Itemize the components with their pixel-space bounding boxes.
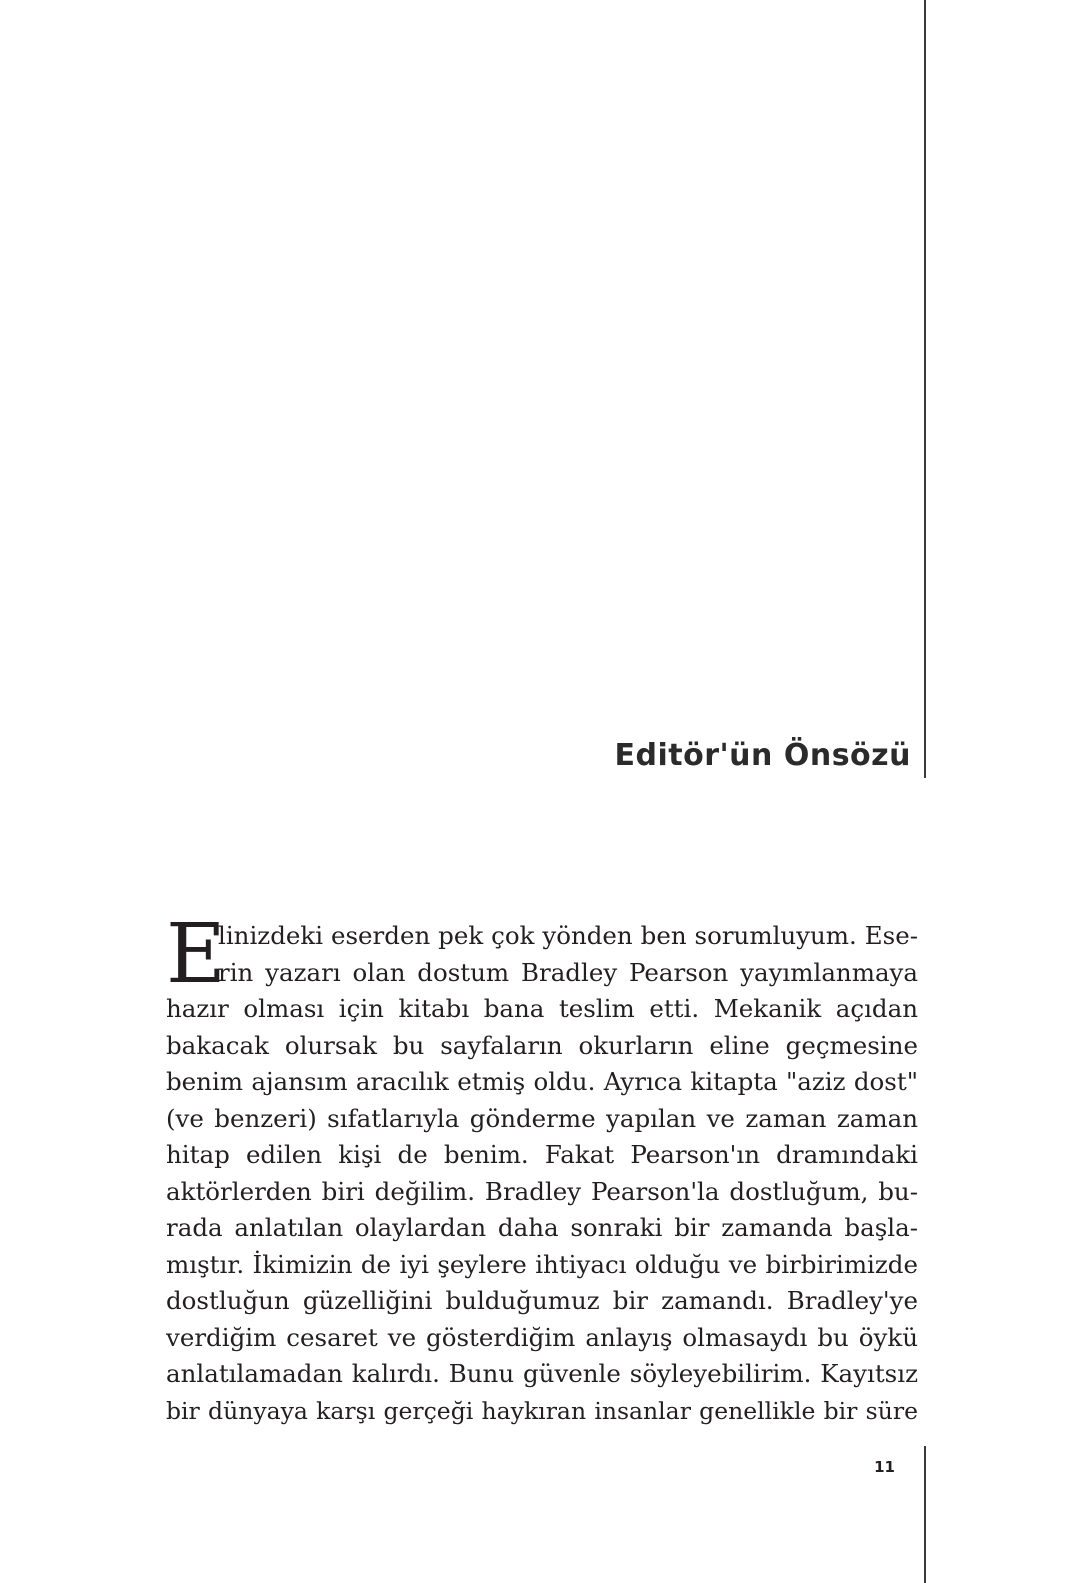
text-line: hazır olması için kitabı bana teslim etti. Mekanik açıdan bbox=[166, 994, 918, 1023]
body-paragraph bbox=[166, 907, 918, 1429]
text-line: aktörlerden biri değilim. Bradley Pearson'la dostluğum, bu- bbox=[166, 1176, 918, 1206]
text-line: (ve benzeri) sıfatlarıyla gönderme yapılan ve zaman zaman bbox=[166, 1103, 918, 1133]
text-line: benim ajansım aracılık etmiş oldu. Ayrıca kitapta "aziz dost" bbox=[166, 1067, 918, 1096]
text-line: rin yazarı olan dostum Bradley Pearson yayımlanmaya bbox=[218, 957, 918, 987]
margin-rule-top bbox=[924, 0, 926, 778]
page-number: 11 bbox=[874, 1458, 895, 1476]
drop-cap: E bbox=[166, 907, 226, 1002]
text-line: bakacak olursak bu sayfaların okurların eline geçmesine bbox=[166, 1030, 918, 1060]
text-line: bir dünyaya karşı gerçeği haykıran insanlar genellikle bir süre bbox=[166, 1396, 918, 1425]
margin-rule-bottom bbox=[924, 1446, 926, 1583]
text-line: mıştır. İkimizin de iyi şeylere ihtiyacı olduğu ve birbirimizde bbox=[166, 1249, 918, 1279]
text-line: rada anlatılan olaylardan daha sonraki bir zamanda başla- bbox=[166, 1213, 918, 1242]
text-line: anlatılamadan kalırdı. Bunu güvenle söyleyebilirim. Kayıtsız bbox=[166, 1359, 918, 1388]
text-line: linizdeki eserden pek çok yönden ben sorumluyum. Ese- bbox=[218, 921, 918, 950]
text-line: dostluğun güzelliğini bulduğumuz bir zamandı. Bradley'ye bbox=[166, 1286, 918, 1315]
text-line: hitap edilen kişi de benim. Fakat Pearson'ın dramındaki bbox=[166, 1140, 918, 1169]
chapter-title: Editör'ün Önsözü bbox=[614, 738, 911, 773]
text-line: verdiğim cesaret ve gösterdiğim anlayış olmasaydı bu öykü bbox=[166, 1322, 918, 1352]
